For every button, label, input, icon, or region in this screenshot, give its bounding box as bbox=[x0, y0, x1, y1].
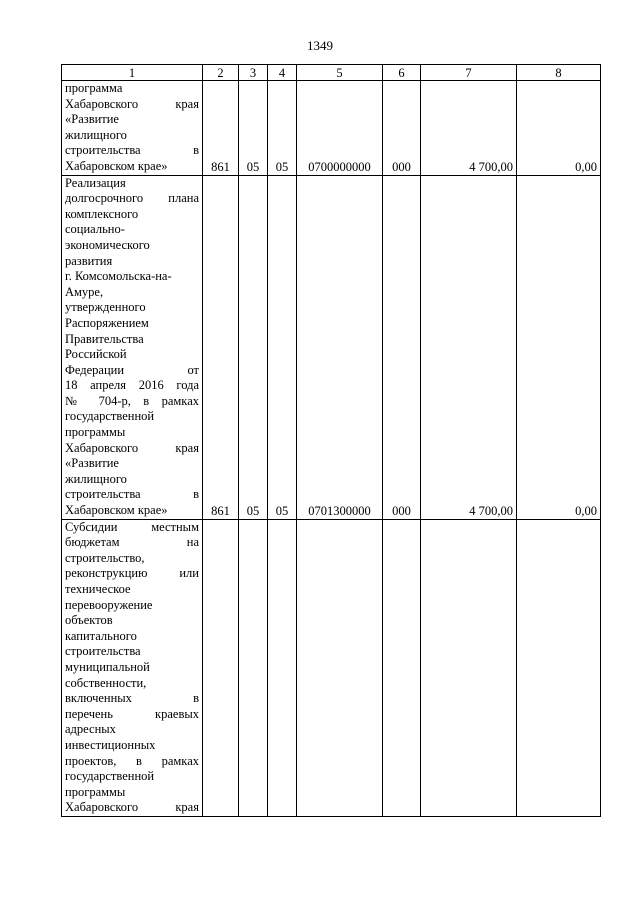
description-line: бюджетам на bbox=[65, 535, 199, 550]
header-row bbox=[62, 65, 601, 81]
description-line: инвестиционных bbox=[65, 737, 156, 752]
column-header: 4 bbox=[268, 65, 297, 81]
admin-code-cell bbox=[203, 519, 239, 816]
amount-cell: 4 700,00 bbox=[421, 175, 517, 519]
description-line: техническое bbox=[65, 582, 131, 596]
section-cell: 05 bbox=[239, 175, 268, 519]
description-line: программа bbox=[65, 81, 123, 95]
description-line: Амуре, bbox=[65, 284, 104, 299]
subsection-cell: 05 bbox=[268, 175, 297, 519]
description-line: муниципальной bbox=[65, 659, 150, 674]
description-line: жилищного bbox=[65, 127, 127, 142]
description-line: № 704-р, в рамках bbox=[65, 393, 199, 408]
description-line: 18 апреля 2016 года bbox=[65, 378, 199, 393]
column-header: 5 bbox=[297, 65, 383, 81]
description-line: строительства bbox=[65, 644, 141, 659]
table-row bbox=[62, 81, 601, 176]
description-line: перевооружение bbox=[65, 597, 153, 612]
section-cell: 05 bbox=[239, 81, 268, 176]
column-header: 1 bbox=[62, 65, 203, 81]
description-line: Хабаровского края bbox=[65, 800, 199, 815]
description-line: «Развитие bbox=[65, 112, 119, 127]
description-line: Распоряжением bbox=[65, 315, 149, 330]
admin-code-cell: 861 bbox=[203, 81, 239, 176]
description-line: Правительства bbox=[65, 331, 144, 346]
row-description bbox=[62, 175, 203, 519]
description-line: Реализация bbox=[65, 175, 126, 190]
expense-type-cell bbox=[383, 519, 421, 816]
description-line: г. Комсомольска-на- bbox=[65, 269, 172, 284]
description-line: строительства в bbox=[65, 487, 199, 502]
description-line: комплексного bbox=[65, 206, 139, 221]
description-line: Хабаровском крае» bbox=[65, 158, 168, 173]
section-cell bbox=[239, 519, 268, 816]
expense-type-cell: 000 bbox=[383, 81, 421, 176]
description-line: экономического bbox=[65, 237, 150, 252]
row-description bbox=[62, 519, 203, 816]
description-line: Хабаровского края bbox=[65, 96, 199, 111]
description-line: государственной bbox=[65, 769, 155, 784]
description-line: капитального bbox=[65, 628, 137, 643]
description-line: программы bbox=[65, 784, 126, 799]
column-header: 3 bbox=[239, 65, 268, 81]
amount-cell: 4 700,00 bbox=[421, 81, 517, 176]
description-line: строительство, bbox=[65, 550, 145, 565]
column-header: 8 bbox=[517, 65, 601, 81]
expense-type-cell: 000 bbox=[383, 175, 421, 519]
description-line: развития bbox=[65, 253, 113, 268]
description-line: Российской bbox=[65, 347, 127, 362]
description-line: Федерации от bbox=[65, 362, 199, 377]
column-header: 6 bbox=[383, 65, 421, 81]
description-line: объектов bbox=[65, 613, 113, 628]
description-line: утвержденного bbox=[65, 300, 146, 315]
description-line: «Развитие bbox=[65, 456, 119, 471]
description-line: Хабаровского края bbox=[65, 440, 199, 455]
budget-table bbox=[61, 64, 601, 817]
description-line: государственной bbox=[65, 409, 155, 424]
description-line: жилищного bbox=[65, 471, 127, 486]
description-line: Субсидии местным bbox=[65, 519, 199, 534]
target-article-cell bbox=[297, 519, 383, 816]
description-line: перечень краевых bbox=[65, 706, 199, 721]
description-line: включенных в bbox=[65, 691, 199, 706]
target-article-cell: 0701300000 bbox=[297, 175, 383, 519]
description-line: реконструкцию или bbox=[65, 566, 199, 581]
description-line: собственности, bbox=[65, 675, 147, 690]
subsection-cell: 05 bbox=[268, 81, 297, 176]
page-number: 1349 bbox=[307, 38, 333, 53]
description-line: строительства в bbox=[65, 143, 199, 158]
target-article-cell: 0700000000 bbox=[297, 81, 383, 176]
description-line: Хабаровском крае» bbox=[65, 503, 168, 518]
description-line: проектов, в рамках bbox=[65, 753, 199, 768]
amount-cell bbox=[421, 519, 517, 816]
amount-change-cell bbox=[517, 519, 601, 816]
description-line: адресных bbox=[65, 722, 116, 737]
amount-change-cell: 0,00 bbox=[517, 81, 601, 176]
column-header: 2 bbox=[203, 65, 239, 81]
description-line: социально- bbox=[65, 222, 125, 237]
column-header: 7 bbox=[421, 65, 517, 81]
row-description bbox=[62, 81, 203, 176]
table-row bbox=[62, 519, 601, 816]
amount-change-cell: 0,00 bbox=[517, 175, 601, 519]
subsection-cell bbox=[268, 519, 297, 816]
admin-code-cell: 861 bbox=[203, 175, 239, 519]
description-line: долгосрочного плана bbox=[65, 191, 199, 206]
description-line: программы bbox=[65, 425, 126, 440]
table-row bbox=[62, 175, 601, 519]
